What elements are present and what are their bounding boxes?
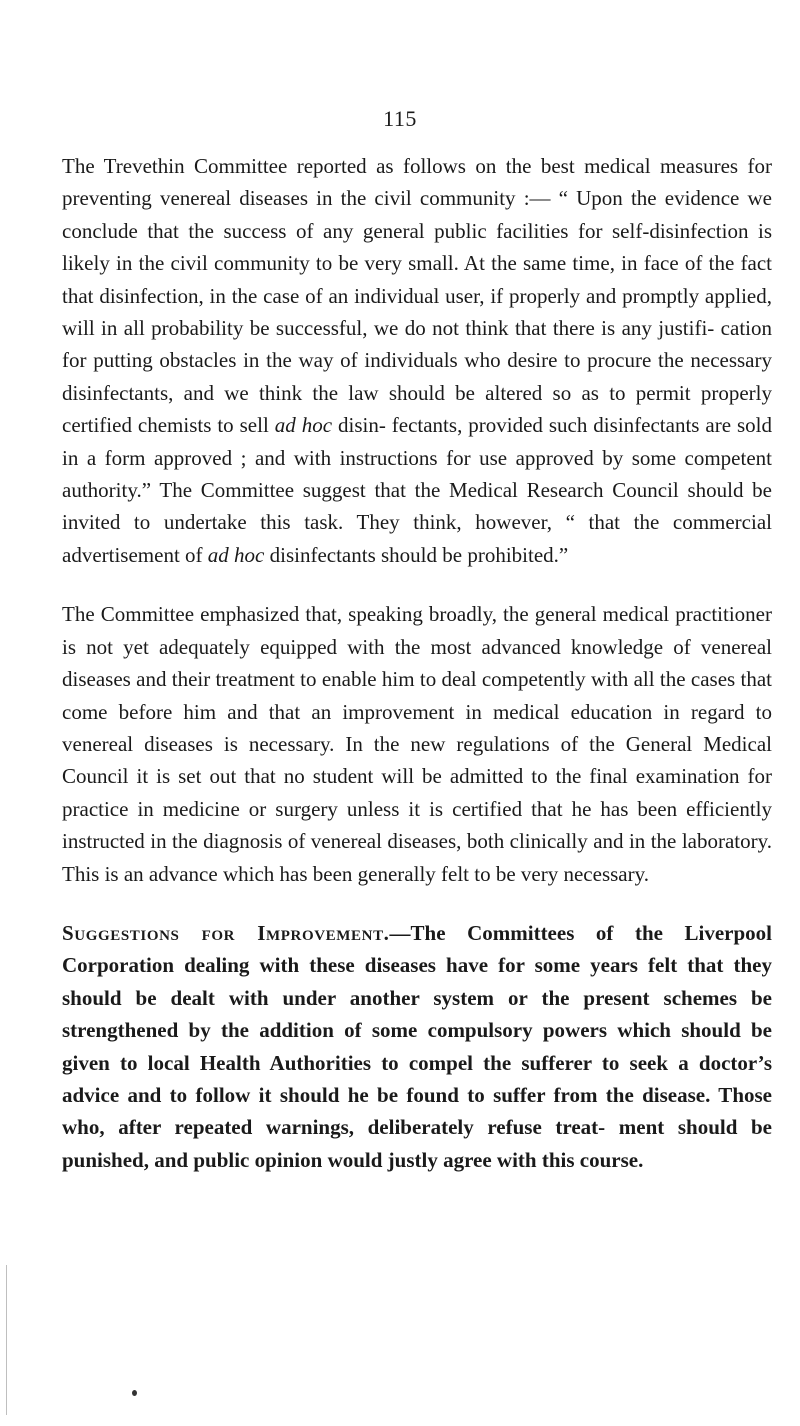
paragraph-trevethin-committee bbox=[62, 150, 772, 571]
page-number: 115 bbox=[383, 106, 417, 131]
body-text bbox=[62, 150, 772, 1176]
paragraph-text: disin- fectants, provided such disinfectants are sold in a form approved ; and with instructions for use approved by some competent authority.” The Committee suggest that the Medical Research Council should be invited to undertake this task. They think, however, “ that the commercial advertisement of bbox=[62, 413, 772, 567]
paragraph-suggestions bbox=[62, 917, 772, 1176]
section-heading: Suggestions for Improvement. bbox=[62, 920, 390, 945]
paragraph-text: disinfectants should be prohibited.” bbox=[264, 542, 569, 567]
italic-phrase: ad hoc bbox=[274, 413, 333, 438]
scan-speck bbox=[132, 1390, 137, 1396]
italic-phrase: ad hoc bbox=[207, 542, 265, 567]
paragraph-medical-education bbox=[62, 598, 772, 890]
paragraph-text: The Trevethin Committee reported as follows on the best medical measures for preventing venereal diseases in the civil community :— “ Upon the evidence we conclude that the success of any general public facilities for self-disinfection is likely in the civil community to be very small. At the same time, in face of the fact that disinfection, in the case of an individual user, if properly and promptly applied, will in all probability be successful, we do not think that there is any justifi- cation for putting obstacles in the way of individuals who desire to procure the necessary disinfectants, and we think the law should be altered so as to permit properly certified chemists to sell bbox=[62, 154, 772, 438]
scan-margin-line bbox=[6, 1265, 7, 1415]
paragraph-text: The Committee emphasized that, speaking broadly, the general medical practitioner is not yet adequately equipped with the most advanced knowledge of venereal diseases and their treatment to enable him to deal competently with all the cases that come before him and that an improvement in medical education in regard to venereal diseases is necessary. In the new regulations of the General Medical Council it is set out that no student will be admitted to the final examination for practice in medicine or surgery unless it is certified that he has been efficiently instructed in the diagnosis of venereal diseases, both clinically and in the laboratory. This is an advance which has been generally felt to be very necessary. bbox=[62, 602, 772, 886]
paragraph-text: —The Committees of the Liverpool Corporation dealing with these diseases have for some years felt that they should be dealt with under another system or the present schemes be strengthened by the addition of some compulsory powers which should be given to local Health Authorities to compel the sufferer to seek a doctor’s advice and to follow it should he be found to suffer from the disease. Those who, after repeated warnings, deliberately refuse treat- ment should be punished, and public opinion would justly agree with this course. bbox=[62, 920, 773, 1172]
